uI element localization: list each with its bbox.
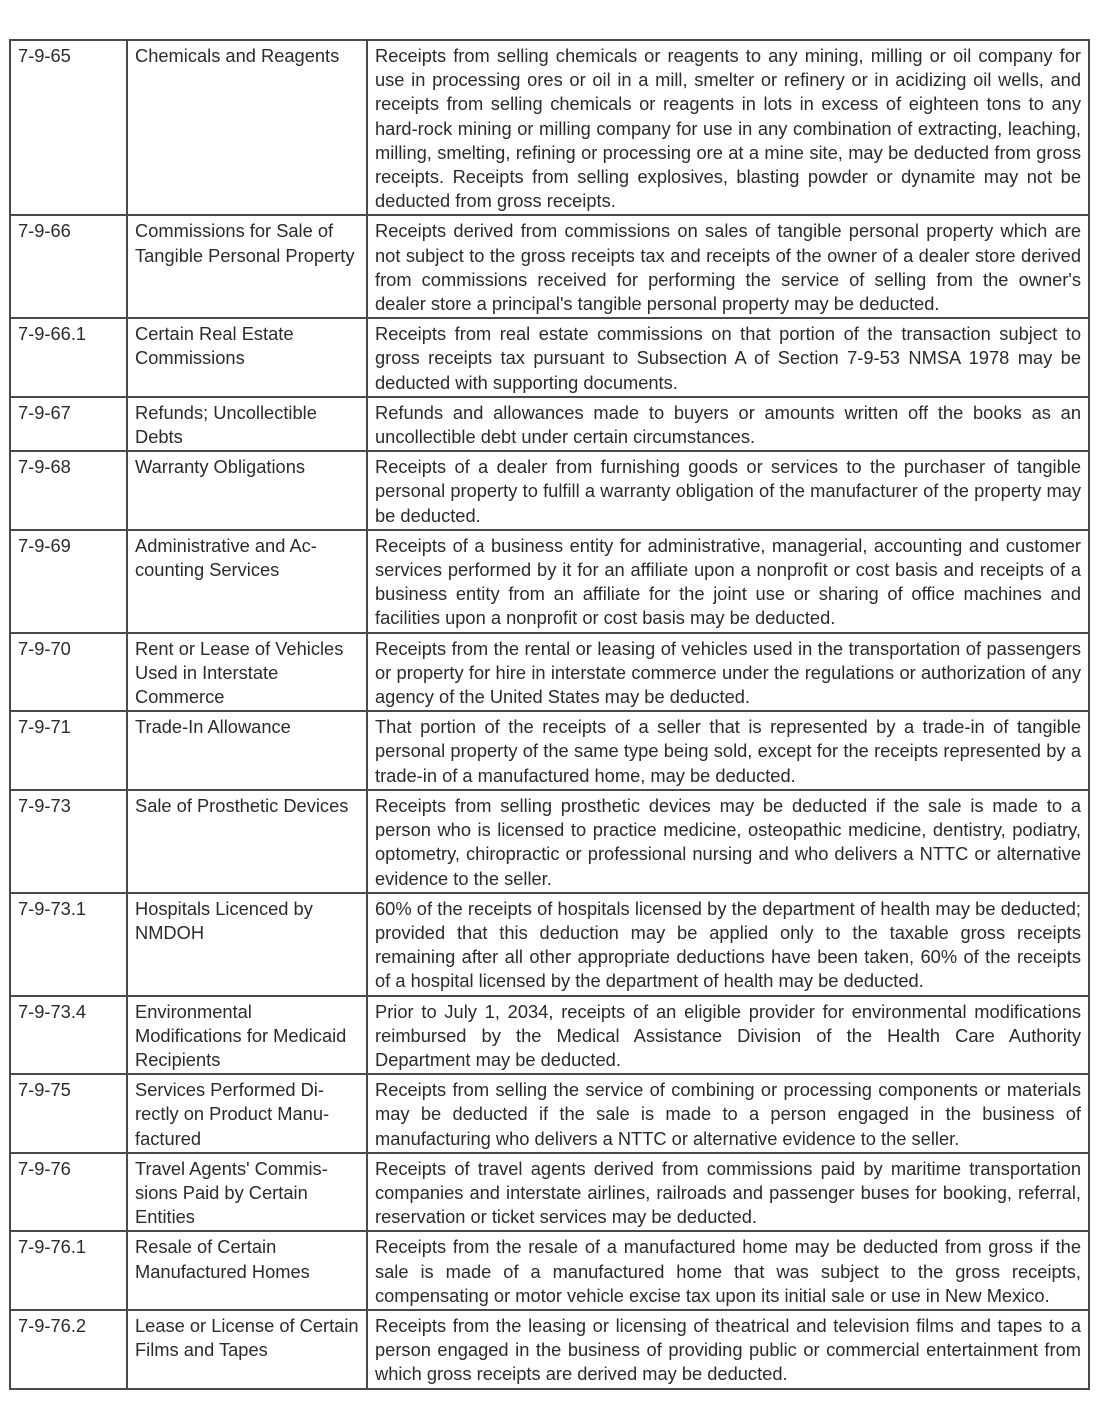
table-row bbox=[10, 633, 1089, 712]
deductions-table-body bbox=[10, 40, 1089, 1389]
deduction-title: Sale of Prosthetic Devices bbox=[127, 790, 367, 893]
table-row bbox=[10, 215, 1089, 318]
table-row bbox=[10, 1231, 1089, 1310]
deduction-title: Travel Agents' Commissions Paid by Certain Entities bbox=[127, 1153, 367, 1232]
section-number: 7-9-76 bbox=[10, 1153, 127, 1232]
table-row bbox=[10, 893, 1089, 996]
section-number: 7-9-73 bbox=[10, 790, 127, 893]
deduction-title: Commissions for Sale of Tangible Personal Property bbox=[127, 215, 367, 318]
deduction-title: Lease or License of Certain Films and Tapes bbox=[127, 1310, 367, 1389]
deduction-title: Refunds; Uncollectible Debts bbox=[127, 397, 367, 451]
deduction-description: Receipts from the rental or leasing of vehicles used in the transportation of passengers or property for hire in interstate commerce under the regulations or authorization of any agency of the United States may be deducted. bbox=[367, 633, 1089, 712]
deduction-description: 60% of the receipts of hospitals licensed by the department of health may be deducted; provided that this deduction may be applied only to the taxable gross receipts remaining after all other appropriate deductions have been taken, 60% of the receipts of a hospital licensed by the department of health may be deducted. bbox=[367, 893, 1089, 996]
deduction-description: Prior to July 1, 2034, receipts of an eligible provider for environmental modifications reimbursed by the Medical Assistance Division of the Health Care Authority Department may be deducted. bbox=[367, 996, 1089, 1075]
section-number: 7-9-65 bbox=[10, 40, 127, 215]
deduction-title: Rent or Lease of Vehicles Used in Interstate Commerce bbox=[127, 633, 367, 712]
deduction-description: Receipts from the resale of a manufactured home may be deducted from gross if the sale is made of a manufactured home that was subject to the gross receipts, compensating or motor vehicle excise tax upon its initial sale or use in New Mexico. bbox=[367, 1231, 1089, 1310]
deduction-title: Services Performed Directly on Product Manufactured bbox=[127, 1074, 367, 1153]
section-number: 7-9-67 bbox=[10, 397, 127, 451]
section-number: 7-9-66.1 bbox=[10, 318, 127, 397]
table-row bbox=[10, 40, 1089, 215]
section-number: 7-9-75 bbox=[10, 1074, 127, 1153]
deduction-description: That portion of the receipts of a seller that is represented by a trade-in of tangible personal property of the same type being sold, except for the receipts represented by a trade-in of a manufactured home, may be deducted. bbox=[367, 711, 1089, 790]
deduction-description: Receipts from real estate commissions on that portion of the transaction subject to gross receipts tax pursuant to Subsection A of Section 7-9-53 NMSA 1978 may be deducted with supporting documents. bbox=[367, 318, 1089, 397]
table-row bbox=[10, 1310, 1089, 1389]
deduction-description: Receipts from selling the service of combining or processing components or materials may be deducted if the sale is made to a person engaged in the business of manufacturing who delivers a NTTC or alternative evidence to the seller. bbox=[367, 1074, 1089, 1153]
section-number: 7-9-70 bbox=[10, 633, 127, 712]
table-row bbox=[10, 530, 1089, 633]
section-number: 7-9-73.1 bbox=[10, 893, 127, 996]
deduction-title: Hospitals Licenced by NMDOH bbox=[127, 893, 367, 996]
table-row bbox=[10, 451, 1089, 530]
table-row bbox=[10, 1153, 1089, 1232]
deduction-description: Receipts from selling prosthetic devices may be deducted if the sale is made to a person who is licensed to practice medicine, osteopathic medicine, dentistry, podiatry, optometry, chiropractic or professional nursing and who delivers a NTTC or alternative evidence to the seller. bbox=[367, 790, 1089, 893]
table-row bbox=[10, 318, 1089, 397]
section-number: 7-9-76.1 bbox=[10, 1231, 127, 1310]
deduction-title: Chemicals and Reagents bbox=[127, 40, 367, 215]
deduction-description: Receipts of a dealer from furnishing goods or services to the purchaser of tangible personal property to fulfill a warranty obligation of the manufacturer of the property may be deducted. bbox=[367, 451, 1089, 530]
table-row bbox=[10, 397, 1089, 451]
section-number: 7-9-66 bbox=[10, 215, 127, 318]
table-row bbox=[10, 711, 1089, 790]
deduction-description: Refunds and allowances made to buyers or amounts written off the books as an uncollectible debt under certain circumstances. bbox=[367, 397, 1089, 451]
deduction-title: Warranty Obligations bbox=[127, 451, 367, 530]
table-row bbox=[10, 996, 1089, 1075]
deduction-description: Receipts derived from commissions on sales of tangible personal property which are not subject to the gross receipts tax and receipts of the owner of a dealer store derived from commissions received for performing the service of selling from the owner's dealer store a principal's tangible personal property may be deducted. bbox=[367, 215, 1089, 318]
section-number: 7-9-71 bbox=[10, 711, 127, 790]
deduction-title: Certain Real Estate Commissions bbox=[127, 318, 367, 397]
deduction-description: Receipts from the leasing or licensing of theatrical and television films and tapes to a person engaged in the business of providing public or commercial entertainment from which gross receipts are derived may be deducted. bbox=[367, 1310, 1089, 1389]
table-row bbox=[10, 1074, 1089, 1153]
deduction-title: Environmental Modifications for Medicaid Recipients bbox=[127, 996, 367, 1075]
section-number: 7-9-73.4 bbox=[10, 996, 127, 1075]
section-number: 7-9-69 bbox=[10, 530, 127, 633]
section-number: 7-9-68 bbox=[10, 451, 127, 530]
deduction-description: Receipts of travel agents derived from commissions paid by maritime transportation companies and interstate airlines, railroads and passenger buses for booking, referral, reservation or ticket services may be deducted. bbox=[367, 1153, 1089, 1232]
deduction-description: Receipts from selling chemicals or reagents to any mining, milling or oil company for use in processing ores or oil in a mill, smelter or refinery or in acidizing oil wells, and receipts from selling chemicals or reagents in lots in excess of eighteen tons to any hard-rock mining or milling company for use in any combination of extracting, leaching, milling, smelting, refining or processing ore at a mine site, may be deducted from gross receipts. Receipts from selling explosives, blasting powder or dynamite may not be deducted from gross receipts. bbox=[367, 40, 1089, 215]
deduction-title: Trade-In Allowance bbox=[127, 711, 367, 790]
deduction-description: Receipts of a business entity for administrative, managerial, accounting and customer services performed by it for an affiliate upon a nonprofit or cost basis and receipts of a business entity from an affiliate for the joint use or sharing of office machines and facilities upon a nonprofit or cost basis may be deducted. bbox=[367, 530, 1089, 633]
deduction-title: Resale of Certain Manufactured Homes bbox=[127, 1231, 367, 1310]
table-row bbox=[10, 790, 1089, 893]
deductions-table bbox=[9, 39, 1090, 1390]
section-number: 7-9-76.2 bbox=[10, 1310, 127, 1389]
deduction-title: Administrative and Accounting Services bbox=[127, 530, 367, 633]
